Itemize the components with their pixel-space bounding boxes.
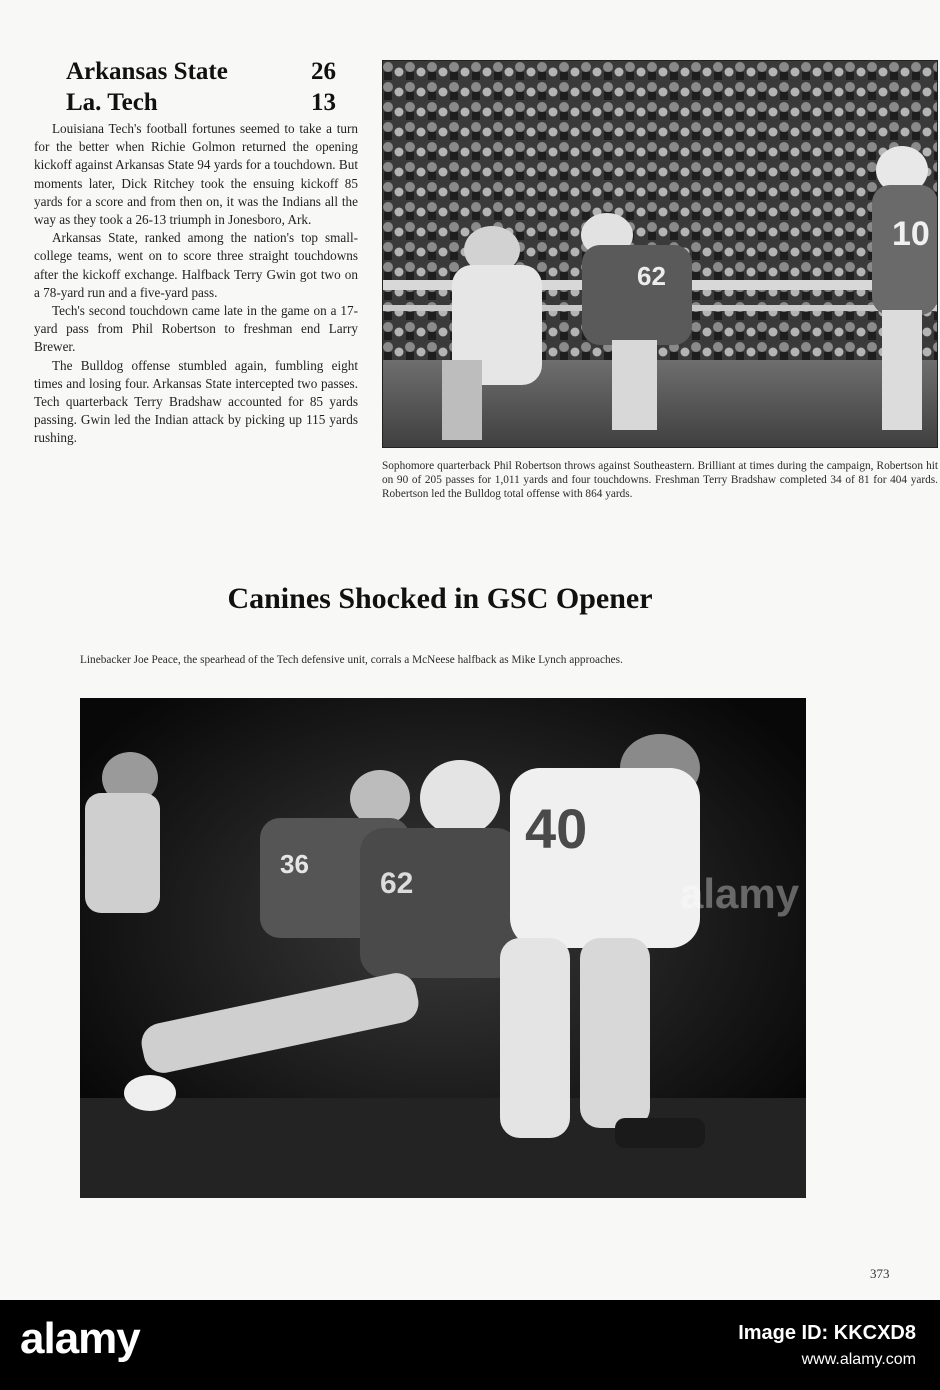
jersey-number: 62 [637,261,666,291]
team-score: 26 [311,58,336,85]
photo-caption-top: Sophomore quarterback Phil Robertson throws against Southeastern. Brilliant at times during the campaign, Robertson hit on 90 of 205 passes for 1,011 yards and four touchdowns. Freshman Terry Bradshaw completed 34 of 81 for 404 yards. Robertson led the Bulldog total offense with 864 yards. [382,460,938,500]
crowd-photo [382,60,938,448]
footer-meta [738,1322,916,1369]
site-url: www.alamy.com [801,1351,916,1368]
score-row-arkansas-state [66,56,336,87]
story-paragraph: Tech's second touchdown came late in the game on a 17-yard pass from Phil Robertson to freshman end Larry Brewer. [34,303,358,355]
jersey-number: 10 [892,215,930,253]
game-photo-bottom [80,698,806,1198]
game-photo-top [382,60,938,448]
jersey-number: 36 [280,849,309,879]
team-name: La. Tech [66,89,158,116]
jersey-number: 40 [525,797,588,860]
jersey-number: 62 [380,867,414,900]
section-headline: Canines Shocked in GSC Opener [227,582,653,615]
watermark-text: alamy [680,870,800,917]
story-paragraph: The Bulldog offense stumbled again, fumbling eight times and losing four. Arkansas State intercepted two passes. Tech quarterback Terry Bradshaw accounted for 85 yards passing. Gwin led the Indian attack by picking up 115 yards rushing. [34,357,358,446]
alamy-logo: alamy [20,1314,140,1363]
page-number: 373 [870,1266,890,1281]
stock-footer [0,1300,940,1390]
team-name: Arkansas State [66,58,228,85]
photo-caption-bottom: Linebacker Joe Peace, the spearhead of the Tech defensive unit, corrals a McNeese halfback as Mike Lynch approaches. [80,654,623,666]
story-paragraph: Arkansas State, ranked among the nation's top small-college teams, went on to score three straight touchdowns after the kickoff exchange. Halfback Terry Gwin got two on a 78-yard run and a five-yard pass. [34,230,358,300]
game-story [34,120,358,448]
score-row-la-tech [66,87,336,118]
team-score: 13 [311,89,336,116]
story-paragraph: Louisiana Tech's football fortunes seemed to take a turn for the better when Richie Golmon returned the opening kickoff against Arkansas State 94 yards for a touchdown. But moments later, Dick Ritchey took the ensuing kickoff 85 yards for a score and from then on, it was the Indians all the way as they took a 26-13 triumph in Jonesboro, Ark. [34,121,358,228]
scoreboard [66,56,336,118]
tackle-photo [80,698,806,1198]
image-id: Image ID: KKCXD8 [738,1322,916,1344]
